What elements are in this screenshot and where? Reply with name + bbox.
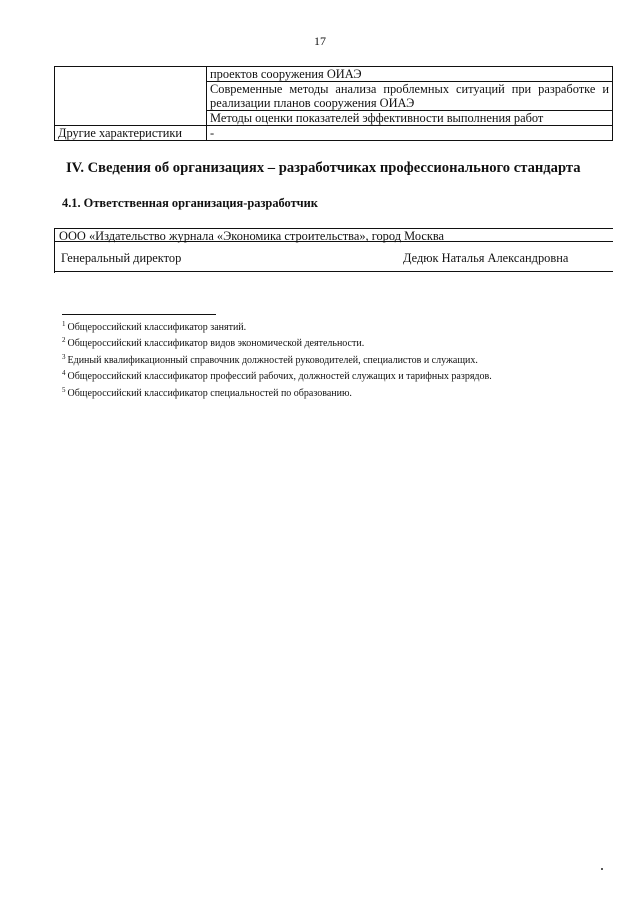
scan-artifact (601, 868, 603, 870)
footnotes (62, 318, 602, 400)
page-number: 17 (314, 34, 326, 48)
organization-block (54, 228, 613, 273)
footnote (62, 318, 602, 334)
subsection-heading: 4.1. Ответственная организация-разработчик (62, 196, 318, 210)
table-cell-content: проектов сооружения ОИАЭ (207, 67, 613, 82)
footnote-text: Общероссийский классификатор занятий. (67, 322, 247, 333)
footnote-divider (62, 314, 216, 315)
footnote-text: Единый квалификационный справочник должностей руководителей, специалистов и служащих. (67, 354, 478, 366)
table-cell-label (55, 67, 207, 126)
organization-position: Генеральный директор (61, 251, 182, 265)
divider (55, 271, 613, 272)
table-cell-content: Методы оценки показателей эффективности выполнения работ (207, 111, 613, 126)
divider (55, 241, 613, 242)
footnote (62, 384, 602, 400)
characteristics-table (54, 66, 613, 141)
footnote-text: Общероссийский классификатор видов экономической деятельности. (67, 338, 365, 350)
organization-name: ООО «Издательство журнала «Экономика строительства», город Москва (59, 229, 445, 243)
table-row (55, 126, 613, 141)
table-cell-content: - (207, 126, 613, 141)
footnote-mark: 4 (62, 369, 66, 378)
footnote (62, 351, 602, 367)
section-heading: IV. Сведения об организациях – разработчиках профессионального стандарта (66, 160, 581, 176)
footnote-mark: 2 (62, 336, 66, 345)
footnote-text: Общероссийский классификатор специальностей по образованию. (67, 387, 352, 399)
table-cell-label: Другие характеристики (55, 126, 207, 141)
organization-person: Дедюк Наталья Александровна (403, 251, 569, 265)
footnote-mark: 1 (62, 320, 66, 328)
table-row (55, 67, 613, 82)
footnote-mark: 3 (62, 352, 66, 361)
footnote-mark: 5 (62, 385, 66, 394)
footnote (62, 367, 602, 383)
footnote-text: Общероссийский классификатор профессий рабочих, должностей служащих и тарифных разрядов. (67, 371, 492, 383)
table-cell-content: Современные методы анализа проблемных ситуаций при разработке и реализации планов сооружения ОИАЭ (207, 82, 613, 111)
footnote (62, 334, 602, 350)
